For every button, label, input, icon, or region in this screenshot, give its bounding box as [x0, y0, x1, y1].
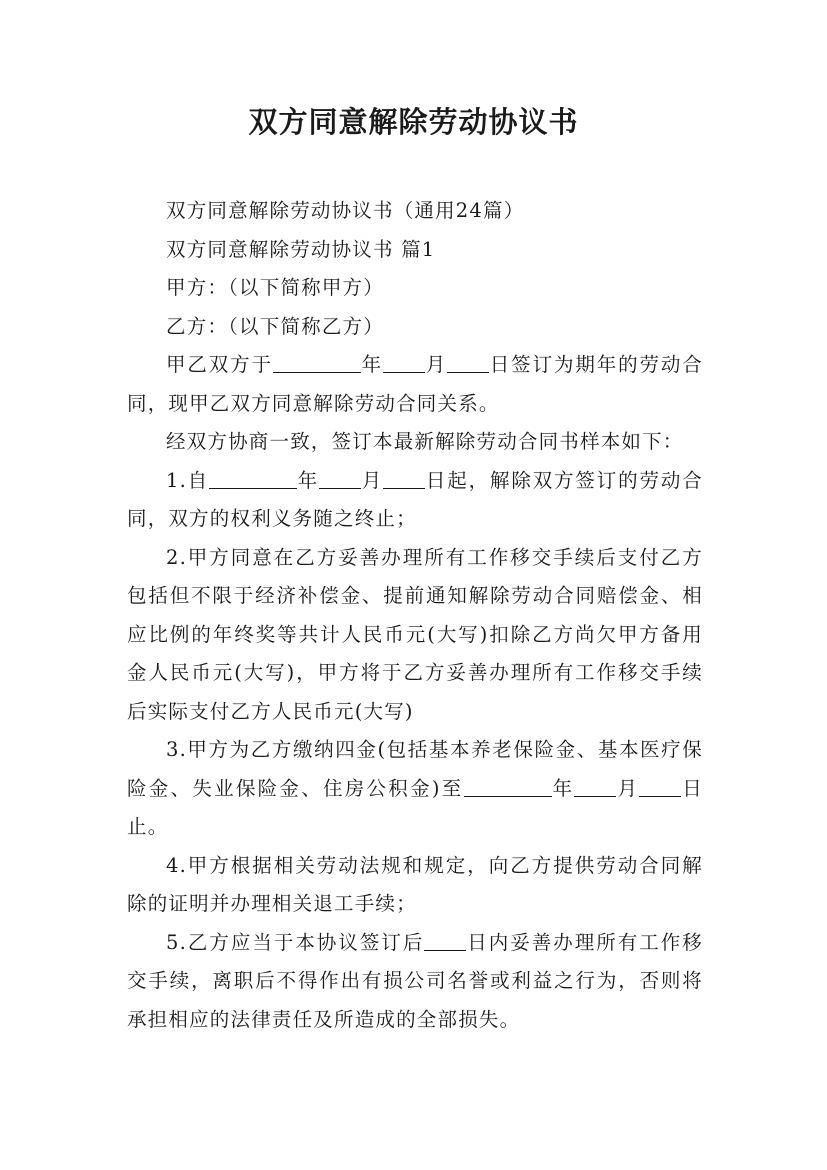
blank-line	[209, 468, 297, 489]
blank-line	[273, 352, 361, 373]
blank-line	[383, 468, 425, 489]
blank-line	[464, 776, 552, 797]
text-segment: 3.甲方为乙方缴纳四金(包括基本养老保险金、基本医疗保险金、失业保险金、住房公积金)至	[127, 738, 703, 800]
text-segment: 日签订为期年的劳动合同，现甲乙双方同意解除劳动合同关系。	[127, 353, 703, 415]
text-segment: 月	[425, 353, 448, 376]
paragraph-clause-5	[127, 924, 703, 1040]
text-segment: 日起，解除双方签订的劳动合同，双方的权利义务随之终止；	[127, 468, 703, 530]
document-title: 双方同意解除劳动协议书	[248, 105, 579, 139]
text-segment: 日内妥善办理所有工作移交手续，离职后不得作出有损公司名誉或利益之行为，否则将承担相应的法律责任及所造成的全部损失。	[127, 930, 703, 1031]
paragraph-clause-2: 2.甲方同意在乙方妥善办理所有工作移交手续后支付乙方包括但不限于经济补偿金、提前通知解除劳动合同赔偿金、相应比例的年终奖等共计人民币元(大写)扣除乙方尚欠甲方备用金人民币元(大写)，甲方将于乙方妥善办理所有工作移交手续后实际支付乙方人民币元(大写)	[127, 545, 703, 723]
text-segment: 年	[297, 468, 320, 492]
paragraph-section-heading: 双方同意解除劳动协议书 篇1	[166, 237, 436, 261]
blank-line	[574, 776, 616, 797]
text-segment: 5.乙方应当于本协议签订后	[166, 930, 425, 954]
paragraph-subtitle: 双方同意解除劳动协议书（通用24篇）	[166, 199, 525, 222]
paragraph-clause-3	[127, 731, 703, 847]
paragraph-party-b: 乙方：（以下简称乙方）	[166, 314, 384, 338]
blank-line	[447, 352, 489, 373]
text-segment: 月	[361, 468, 384, 492]
blank-line	[383, 352, 425, 373]
text-segment: 1.自	[166, 468, 210, 492]
paragraph-party-a: 甲方：（以下简称甲方）	[166, 276, 384, 299]
paragraph-clause-4: 4.甲方根据相关劳动法规和规定，向乙方提供劳动合同解除的证明并办理相关退工手续；	[127, 853, 703, 915]
paragraph-agreement-intro: 经双方协商一致，签订本最新解除劳动合同书样本如下：	[166, 430, 684, 453]
paragraph-clause-1	[127, 462, 703, 539]
text-segment: 月	[616, 776, 640, 800]
blank-line	[319, 468, 361, 489]
paragraph-contract-date	[127, 346, 703, 423]
text-segment: 年	[551, 776, 575, 800]
text-segment: 日止。	[127, 776, 704, 838]
text-segment: 年	[360, 353, 384, 376]
text-segment: 甲乙双方于	[166, 353, 273, 376]
blank-line	[424, 930, 466, 951]
blank-line	[639, 776, 681, 797]
document-body	[127, 192, 703, 1039]
